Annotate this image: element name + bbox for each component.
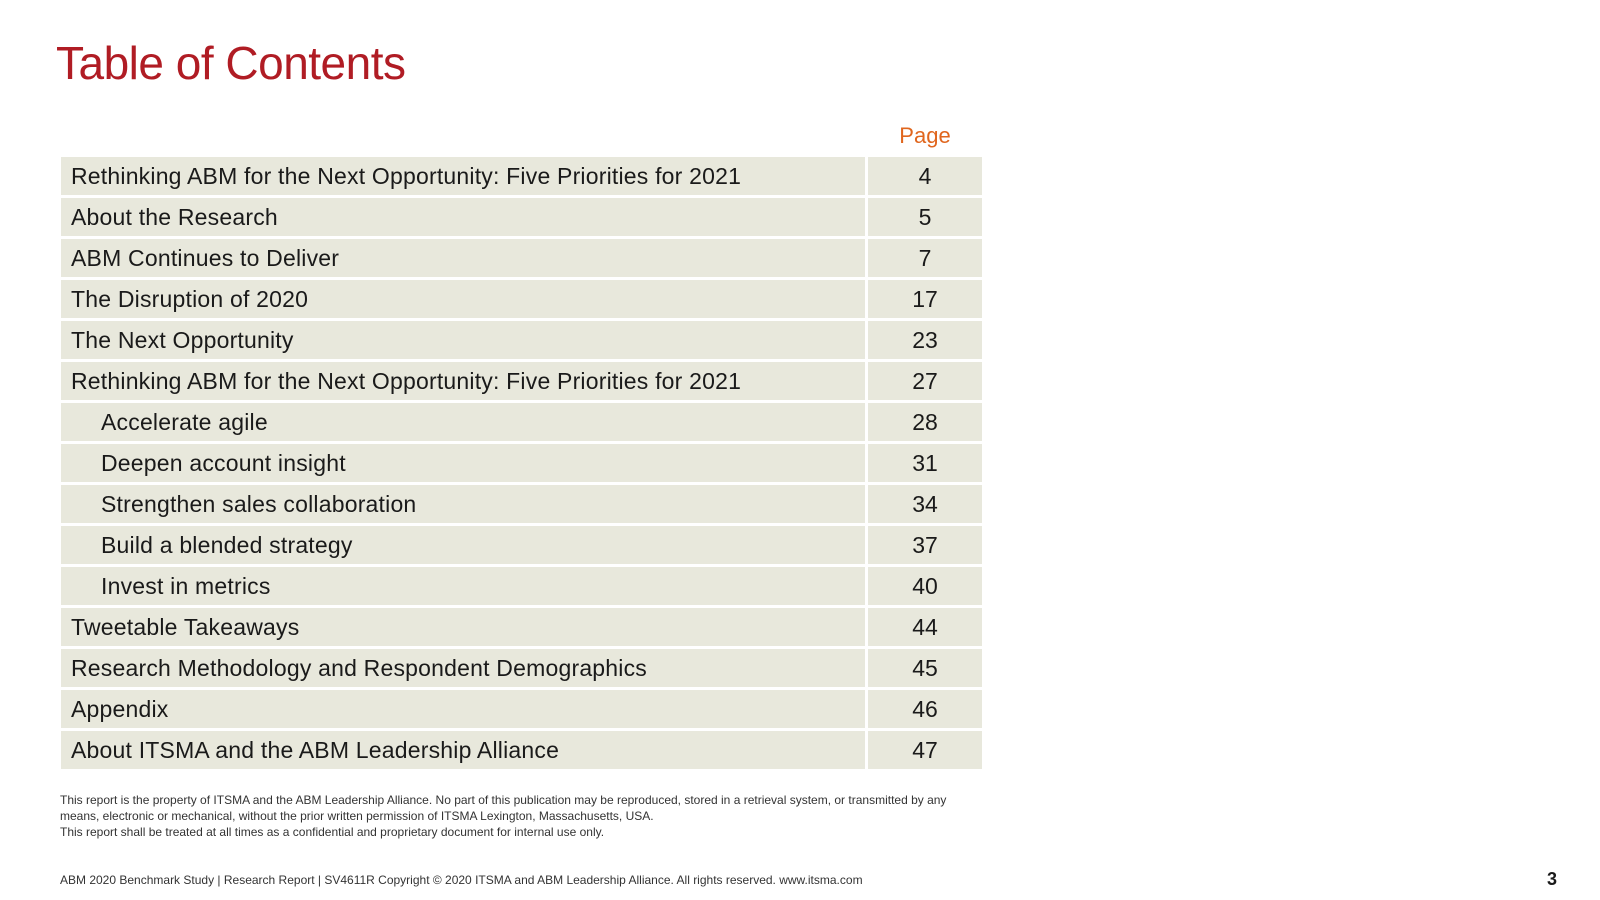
disclaimer-confidential: This report shall be treated at all times as a confidential and proprietary document for internal use only. [60,825,605,839]
toc-entry-title[interactable]: ABM Continues to Deliver [61,239,865,277]
toc-entry-page[interactable]: 4 [868,157,982,195]
toc-entry-page[interactable]: 23 [868,321,982,359]
toc-entry-page[interactable]: 27 [868,362,982,400]
toc-entry-page[interactable]: 5 [868,198,982,236]
page-number: 3 [1546,869,1557,889]
toc-row[interactable] [61,157,982,195]
toc-entry-title[interactable]: The Disruption of 2020 [61,280,865,318]
toc-entry-page[interactable]: 47 [868,731,982,769]
toc-row[interactable] [61,649,982,687]
disclaimer-copyright: This report is the property of ITSMA and the ABM Leadership Alliance. No part of this publication may be reproduced, stored in a retrieval system, or transmitted by any means, electronic or mechanical, without the prior written permission of ITSMA Lexington, Massachusetts, USA. [60,793,947,823]
toc-row[interactable] [61,239,982,277]
toc-entry-title[interactable]: Build a blended strategy [61,526,865,564]
toc-entry-page[interactable]: 31 [868,444,982,482]
disclaimer [60,792,960,840]
toc-row[interactable] [61,403,982,441]
toc-entry-page[interactable]: 37 [868,526,982,564]
toc-entry-title[interactable]: Deepen account insight [61,444,865,482]
toc-row[interactable] [61,444,982,482]
toc-entry-page[interactable]: 40 [868,567,982,605]
toc-row[interactable] [61,362,982,400]
toc-entry-title[interactable]: Accelerate agile [61,403,865,441]
toc-row[interactable] [61,690,982,728]
toc-entry-title[interactable]: Research Methodology and Respondent Demographics [61,649,865,687]
toc-entry-page[interactable]: 17 [868,280,982,318]
toc-row[interactable] [61,608,982,646]
toc-entry-page[interactable]: 45 [868,649,982,687]
toc-entry-title[interactable]: Rethinking ABM for the Next Opportunity: Five Priorities for 2021 [61,157,865,195]
toc-entry-title[interactable]: Invest in metrics [61,567,865,605]
page-column-header: Page [899,123,951,148]
toc-entry-title[interactable]: Strengthen sales collaboration [61,485,865,523]
toc-table [61,157,982,772]
toc-row[interactable] [61,321,982,359]
toc-entry-title[interactable]: The Next Opportunity [61,321,865,359]
toc-entry-title[interactable]: About the Research [61,198,865,236]
toc-entry-page[interactable]: 44 [868,608,982,646]
toc-entry-title[interactable]: Rethinking ABM for the Next Opportunity: Five Priorities for 2021 [61,362,865,400]
toc-row[interactable] [61,485,982,523]
toc-entry-page[interactable]: 34 [868,485,982,523]
toc-entry-page[interactable]: 46 [868,690,982,728]
toc-row[interactable] [61,731,982,769]
toc-entry-page[interactable]: 28 [868,403,982,441]
toc-entry-title[interactable]: Tweetable Takeaways [61,608,865,646]
toc-row[interactable] [61,526,982,564]
toc-row[interactable] [61,198,982,236]
toc-entry-title[interactable]: About ITSMA and the ABM Leadership Alliance [61,731,865,769]
page-title: Table of Contents [56,37,406,89]
toc-row[interactable] [61,280,982,318]
footer-text: ABM 2020 Benchmark Study | Research Report | SV4611R Copyright © 2020 ITSMA and ABM Leadership Alliance. All rights reserved. www.itsma.com [60,873,863,887]
toc-row[interactable] [61,567,982,605]
toc-entry-title[interactable]: Appendix [61,690,865,728]
toc-entry-page[interactable]: 7 [868,239,982,277]
